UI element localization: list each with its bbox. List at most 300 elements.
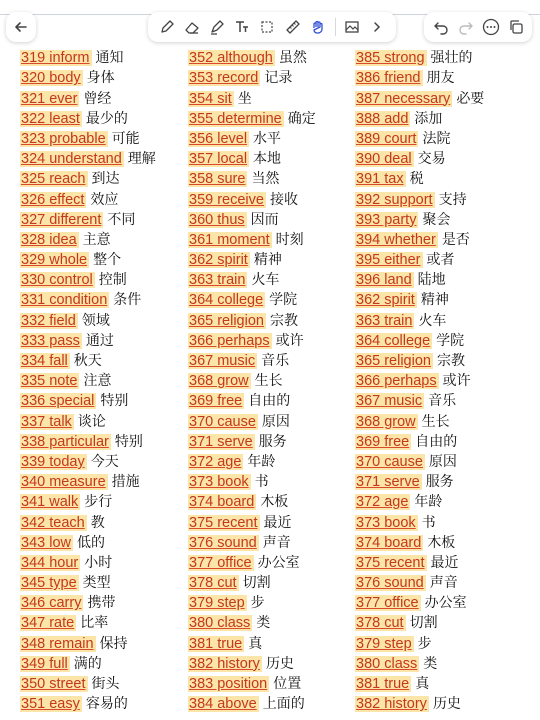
vocab-word: 372 age <box>189 453 242 470</box>
vocab-entry <box>20 450 156 470</box>
vocab-meaning: 曾经 <box>83 90 112 107</box>
vocab-entry <box>20 631 156 651</box>
vocab-meaning: 步 <box>250 595 265 612</box>
vocab-word: 373 book <box>189 474 249 491</box>
vocab-meaning: 最少的 <box>85 110 128 127</box>
vocab-entry <box>355 86 484 106</box>
vocab-word: 326 effect <box>21 191 85 208</box>
vocab-word: 364 college <box>356 332 431 349</box>
vocab-entry <box>188 672 316 692</box>
vocab-word: 394 whether <box>356 231 436 248</box>
vocab-word: 370 cause <box>189 413 256 430</box>
vocab-entry <box>20 591 156 611</box>
vocab-entry <box>188 389 316 409</box>
vocab-meaning: 办公室 <box>257 554 300 571</box>
vocab-entry <box>355 288 484 308</box>
vocab-word: 337 talk <box>21 413 72 430</box>
vocab-word: 376 sound <box>189 534 257 551</box>
vocab-word: 348 remain <box>21 635 94 652</box>
vocab-word: 381 true <box>356 676 410 692</box>
vocab-word: 395 either <box>356 252 421 269</box>
vocab-meaning: 服务 <box>258 433 287 450</box>
vocab-entry <box>355 611 484 631</box>
vocab-meaning: 虽然 <box>278 50 307 67</box>
vocab-column-3 <box>355 46 484 712</box>
vocab-word: 350 street <box>21 676 86 692</box>
vocab-entry <box>188 349 316 369</box>
arrow-left-icon <box>14 20 28 34</box>
vocab-meaning: 聚会 <box>422 211 451 228</box>
vocab-word: 353 record <box>189 70 259 87</box>
undo-icon[interactable] <box>430 16 452 38</box>
vocab-word: 380 class <box>189 615 251 632</box>
vocab-meaning: 携带 <box>87 595 116 612</box>
vocab-entry <box>355 652 484 672</box>
vocab-word: 365 religion <box>356 353 431 369</box>
vocab-meaning: 当然 <box>251 171 280 188</box>
toolbar-divider <box>335 18 336 36</box>
vocab-meaning: 税 <box>409 171 424 188</box>
vocab-word: 389 court <box>356 130 417 147</box>
vocab-entry <box>355 470 484 490</box>
vocab-word: 383 position <box>189 676 268 692</box>
vocab-meaning: 步 <box>417 635 432 652</box>
vocab-meaning: 整个 <box>93 252 122 269</box>
vocab-entry <box>20 389 156 409</box>
vocab-word: 376 sound <box>356 575 424 592</box>
highlighter-icon[interactable] <box>206 16 227 38</box>
vocab-entry <box>188 430 316 450</box>
vocab-entry <box>20 611 156 631</box>
vocab-word: 388 add <box>356 110 409 127</box>
vocab-meaning: 特别 <box>100 393 129 410</box>
vocab-meaning: 坐 <box>237 90 252 107</box>
vocab-word: 386 friend <box>356 70 421 87</box>
vocab-meaning: 生长 <box>254 373 283 390</box>
vocab-meaning: 支持 <box>438 191 467 208</box>
vocab-word: 370 cause <box>356 453 423 470</box>
vocab-entry <box>188 127 316 147</box>
vocab-word: 385 strong <box>356 50 425 67</box>
vocab-meaning: 时刻 <box>275 231 304 248</box>
vocab-entry <box>20 470 156 490</box>
vocab-entry <box>355 127 484 147</box>
vocab-meaning: 交易 <box>417 151 446 168</box>
vocab-meaning: 到达 <box>91 171 120 188</box>
vocab-meaning: 特别 <box>114 433 143 450</box>
vocab-meaning: 或许 <box>275 332 304 349</box>
vocab-word: 351 easy <box>21 696 80 713</box>
vocab-word: 319 inform <box>21 50 90 67</box>
vocab-word: 334 fall <box>21 353 68 369</box>
vocab-entry <box>355 187 484 207</box>
vocab-entry <box>355 66 484 86</box>
vocab-meaning: 街头 <box>91 676 120 692</box>
vocab-word: 363 train <box>189 272 246 289</box>
vocab-meaning: 因而 <box>250 211 279 228</box>
vocab-meaning: 书 <box>254 474 269 491</box>
vocab-entry <box>20 308 156 328</box>
vocab-meaning: 领域 <box>81 312 110 329</box>
text-tool-icon[interactable] <box>232 16 253 38</box>
vocab-word: 362 spirit <box>189 252 248 269</box>
vocab-entry <box>188 228 316 248</box>
vocab-meaning: 类型 <box>82 575 111 592</box>
vocab-entry <box>20 652 156 672</box>
vocab-meaning: 控制 <box>98 272 127 289</box>
vocab-entry <box>188 591 316 611</box>
vocab-meaning: 生长 <box>421 413 450 430</box>
chevron-right-icon[interactable] <box>367 16 388 38</box>
vocab-word: 358 sure <box>189 171 246 188</box>
vocab-word: 363 train <box>356 312 413 329</box>
vocab-meaning: 是否 <box>441 231 470 248</box>
vocab-entry <box>20 127 156 147</box>
vocab-meaning: 上面的 <box>262 696 305 713</box>
vocab-word: 377 office <box>189 554 252 571</box>
vocab-meaning: 记录 <box>264 70 293 87</box>
vocab-word: 325 reach <box>21 171 86 188</box>
vocab-meaning: 声音 <box>429 575 458 592</box>
vocab-meaning: 强壮的 <box>430 50 473 67</box>
vocab-meaning: 宗教 <box>269 312 298 329</box>
vocab-entry <box>20 409 156 429</box>
vocab-word: 336 special <box>21 393 95 410</box>
vocab-entry <box>188 490 316 510</box>
vocab-word: 367 music <box>356 393 423 410</box>
vocab-word: 366 perhaps <box>356 373 437 390</box>
copy-page-icon[interactable] <box>505 16 527 38</box>
vocab-entry <box>355 329 484 349</box>
vocab-meaning: 添加 <box>414 110 443 127</box>
vocab-word: 384 above <box>189 696 257 713</box>
vocab-word: 338 particular <box>21 433 109 450</box>
vocab-entry <box>188 86 316 106</box>
vocab-meaning: 火车 <box>251 272 280 289</box>
vocab-word: 359 receive <box>189 191 264 208</box>
vocab-word: 391 tax <box>356 171 404 188</box>
vocab-entry <box>188 450 316 470</box>
vocab-entry <box>188 147 316 167</box>
vocab-meaning: 通知 <box>95 50 124 67</box>
drawing-toolbar <box>148 12 396 42</box>
vocab-meaning: 火车 <box>418 312 447 329</box>
hand-draw-icon[interactable] <box>307 16 328 38</box>
vocab-entry <box>355 450 484 470</box>
vocab-entry <box>20 167 156 187</box>
lasso-select-icon[interactable] <box>257 16 278 38</box>
vocab-word: 324 understand <box>21 151 122 168</box>
vocab-meaning: 必要 <box>456 90 485 107</box>
vocab-word: 346 carry <box>21 595 82 612</box>
vocab-meaning: 位置 <box>273 676 302 692</box>
vocab-meaning: 年龄 <box>247 453 276 470</box>
vocab-word: 321 ever <box>21 90 78 107</box>
vocab-entry <box>355 349 484 369</box>
vocab-entry <box>355 46 484 66</box>
vocab-meaning: 原因 <box>428 453 457 470</box>
vocab-word: 373 book <box>356 514 416 531</box>
vocab-column-2 <box>188 46 316 712</box>
vocab-word: 335 note <box>21 373 78 390</box>
vocab-word: 374 board <box>189 494 255 511</box>
vocab-word: 340 measure <box>21 474 106 491</box>
vocab-entry <box>20 571 156 591</box>
vocab-word: 331 condition <box>21 292 108 309</box>
vocab-word: 380 class <box>356 655 418 672</box>
vocab-column-1 <box>20 46 156 712</box>
vocab-entry <box>188 551 316 571</box>
vocab-meaning: 不同 <box>107 211 136 228</box>
history-toolbar <box>424 12 532 42</box>
vocab-entry <box>355 692 484 712</box>
vocab-entry <box>355 389 484 409</box>
vocab-word: 381 true <box>189 635 243 652</box>
vocab-entry <box>20 329 156 349</box>
vocab-meaning: 类 <box>423 655 438 672</box>
vocab-word: 368 grow <box>189 373 249 390</box>
vocab-entry <box>188 308 316 328</box>
vocab-word: 344 hour <box>21 554 79 571</box>
vocab-entry <box>188 268 316 288</box>
vocab-entry <box>355 107 484 127</box>
vocab-entry <box>355 409 484 429</box>
vocab-word: 368 grow <box>356 413 416 430</box>
vocab-word: 375 recent <box>356 554 425 571</box>
vocab-word: 330 control <box>21 272 93 289</box>
vocab-entry <box>188 531 316 551</box>
vocab-meaning: 措施 <box>111 474 140 491</box>
vocab-word: 375 recent <box>189 514 258 531</box>
vocab-entry <box>20 228 156 248</box>
vocab-meaning: 陆地 <box>417 272 446 289</box>
vocab-entry <box>20 187 156 207</box>
vocab-meaning: 学院 <box>269 292 298 309</box>
vocab-word: 366 perhaps <box>189 332 270 349</box>
vocab-entry <box>355 369 484 389</box>
vocab-entry <box>188 369 316 389</box>
vocab-word: 345 type <box>21 575 77 592</box>
vocab-word: 320 body <box>21 70 81 87</box>
ruler-icon[interactable] <box>282 16 303 38</box>
vocab-meaning: 谈论 <box>77 413 106 430</box>
vocab-word: 339 today <box>21 453 85 470</box>
vocab-entry <box>20 86 156 106</box>
vocab-meaning: 或许 <box>442 373 471 390</box>
vocab-entry <box>188 571 316 591</box>
vocab-meaning: 注意 <box>83 373 112 390</box>
vocab-meaning: 确定 <box>287 110 316 127</box>
vocab-word: 382 history <box>356 696 427 713</box>
vocab-entry <box>20 107 156 127</box>
vocab-word: 342 teach <box>21 514 85 531</box>
vocab-word: 347 rate <box>21 615 75 632</box>
vocab-word: 378 cut <box>189 575 237 592</box>
vocab-entry <box>20 369 156 389</box>
vocab-entry <box>188 66 316 86</box>
vocab-entry <box>355 510 484 530</box>
vocab-word: 377 office <box>356 595 419 612</box>
vocab-meaning: 音乐 <box>428 393 457 410</box>
vocab-meaning: 学院 <box>436 332 465 349</box>
vocab-word: 371 serve <box>189 433 253 450</box>
vocab-entry <box>355 208 484 228</box>
vocab-entry <box>20 692 156 712</box>
vocab-entry <box>20 349 156 369</box>
vocab-entry <box>20 288 156 308</box>
vocab-meaning: 年龄 <box>414 494 443 511</box>
vocab-meaning: 接收 <box>269 191 298 208</box>
vocab-meaning: 精神 <box>253 252 282 269</box>
vocab-word: 367 music <box>189 353 256 369</box>
vocab-meaning: 真 <box>248 635 263 652</box>
vocab-word: 329 whole <box>21 252 88 269</box>
vocab-meaning: 条件 <box>113 292 142 309</box>
vocab-word: 356 level <box>189 130 248 147</box>
vocab-entry <box>20 66 156 86</box>
vocab-entry <box>20 248 156 268</box>
vocab-entry <box>188 409 316 429</box>
vocab-meaning: 通过 <box>85 332 114 349</box>
vocab-word: 364 college <box>189 292 264 309</box>
image-insert-icon[interactable] <box>342 16 363 38</box>
vocab-word: 371 serve <box>356 474 420 491</box>
vocab-meaning: 自由的 <box>415 433 458 450</box>
vocab-word: 365 religion <box>189 312 264 329</box>
vocab-entry <box>188 611 316 631</box>
vocab-entry <box>355 531 484 551</box>
vocab-entry <box>188 652 316 672</box>
vocab-entry <box>20 672 156 692</box>
eraser-icon[interactable] <box>181 16 202 38</box>
vocab-word: 382 history <box>189 655 260 672</box>
vocab-word: 355 determine <box>189 110 282 127</box>
vocab-meaning: 容易的 <box>85 696 128 713</box>
vocab-meaning: 或者 <box>426 252 455 269</box>
vocab-entry <box>188 208 316 228</box>
vocab-meaning: 原因 <box>261 413 290 430</box>
pen-icon[interactable] <box>156 16 177 38</box>
vocab-entry <box>355 167 484 187</box>
vocab-meaning: 小时 <box>84 554 113 571</box>
vocab-meaning: 自由的 <box>248 393 291 410</box>
vocab-meaning: 步行 <box>84 494 113 511</box>
vocab-entry <box>188 167 316 187</box>
back-button[interactable] <box>6 12 36 42</box>
vocab-entry <box>188 248 316 268</box>
vocab-word: 369 free <box>189 393 243 410</box>
vocab-word: 378 cut <box>356 615 404 632</box>
vocab-entry <box>188 107 316 127</box>
vocab-word: 360 thus <box>189 211 245 228</box>
vocab-entry <box>20 430 156 450</box>
vocab-word: 379 step <box>356 635 412 652</box>
vocab-entry <box>20 46 156 66</box>
vocab-entry <box>20 268 156 288</box>
vocab-word: 332 field <box>21 312 76 329</box>
vocab-meaning: 理解 <box>127 151 156 168</box>
vocab-word: 390 deal <box>356 151 412 168</box>
vocab-meaning: 低的 <box>76 534 105 551</box>
vocab-meaning: 教 <box>90 514 105 531</box>
vocab-meaning: 切割 <box>242 575 271 592</box>
vocab-word: 328 idea <box>21 231 77 248</box>
vocab-meaning: 身体 <box>86 70 115 87</box>
vocab-word: 349 full <box>21 655 68 672</box>
vocab-meaning: 秋天 <box>73 353 102 369</box>
vocab-entry <box>188 288 316 308</box>
vocab-word: 393 party <box>356 211 417 228</box>
vocab-entry <box>355 490 484 510</box>
vocab-word: 387 necessary <box>356 90 451 107</box>
vocab-meaning: 主意 <box>82 231 111 248</box>
more-icon[interactable] <box>480 16 502 38</box>
vocab-entry <box>355 672 484 692</box>
vocab-meaning: 木板 <box>260 494 289 511</box>
vocab-entry <box>188 46 316 66</box>
vocab-word: 369 free <box>356 433 410 450</box>
vocab-meaning: 切割 <box>409 615 438 632</box>
redo-icon[interactable] <box>455 16 477 38</box>
vocab-word: 352 although <box>189 50 273 67</box>
vocab-word: 343 low <box>21 534 71 551</box>
vocab-meaning: 历史 <box>432 696 461 713</box>
vocab-meaning: 精神 <box>420 292 449 309</box>
vocab-meaning: 书 <box>421 514 436 531</box>
vocab-entry <box>355 268 484 288</box>
vocab-meaning: 本地 <box>253 151 282 168</box>
vocab-meaning: 比率 <box>80 615 109 632</box>
vocab-meaning: 最近 <box>430 554 459 571</box>
vocab-meaning: 宗教 <box>436 353 465 369</box>
vocab-meaning: 历史 <box>265 655 294 672</box>
vocab-entry <box>355 248 484 268</box>
vocab-word: 396 land <box>356 272 412 289</box>
vocab-meaning: 水平 <box>253 130 282 147</box>
vocab-meaning: 保持 <box>99 635 128 652</box>
vocab-entry <box>188 187 316 207</box>
vocab-meaning: 最近 <box>263 514 292 531</box>
vocab-word: 374 board <box>356 534 422 551</box>
vocab-word: 361 moment <box>189 231 270 248</box>
vocab-meaning: 朋友 <box>426 70 455 87</box>
vocab-entry <box>355 591 484 611</box>
vocab-entry <box>355 147 484 167</box>
vocab-entry <box>355 571 484 591</box>
vocab-word: 362 spirit <box>356 292 415 309</box>
vocab-entry <box>20 490 156 510</box>
vocab-meaning: 办公室 <box>424 595 467 612</box>
vocab-word: 379 step <box>189 595 245 612</box>
vocab-meaning: 声音 <box>262 534 291 551</box>
vocab-entry <box>20 531 156 551</box>
vocab-entry <box>188 510 316 530</box>
vocab-meaning: 音乐 <box>261 353 290 369</box>
vocab-entry <box>355 228 484 248</box>
vocab-word: 341 walk <box>21 494 79 511</box>
vocab-meaning: 满的 <box>73 655 102 672</box>
vocab-entry <box>20 510 156 530</box>
vocab-meaning: 可能 <box>111 130 140 147</box>
vocab-entry <box>355 308 484 328</box>
vocab-word: 327 different <box>21 211 102 228</box>
vocab-entry <box>20 147 156 167</box>
vocab-word: 357 local <box>189 151 248 168</box>
vocab-entry <box>188 631 316 651</box>
vocab-entry <box>355 631 484 651</box>
vocab-entry <box>355 430 484 450</box>
vocab-meaning: 类 <box>256 615 271 632</box>
